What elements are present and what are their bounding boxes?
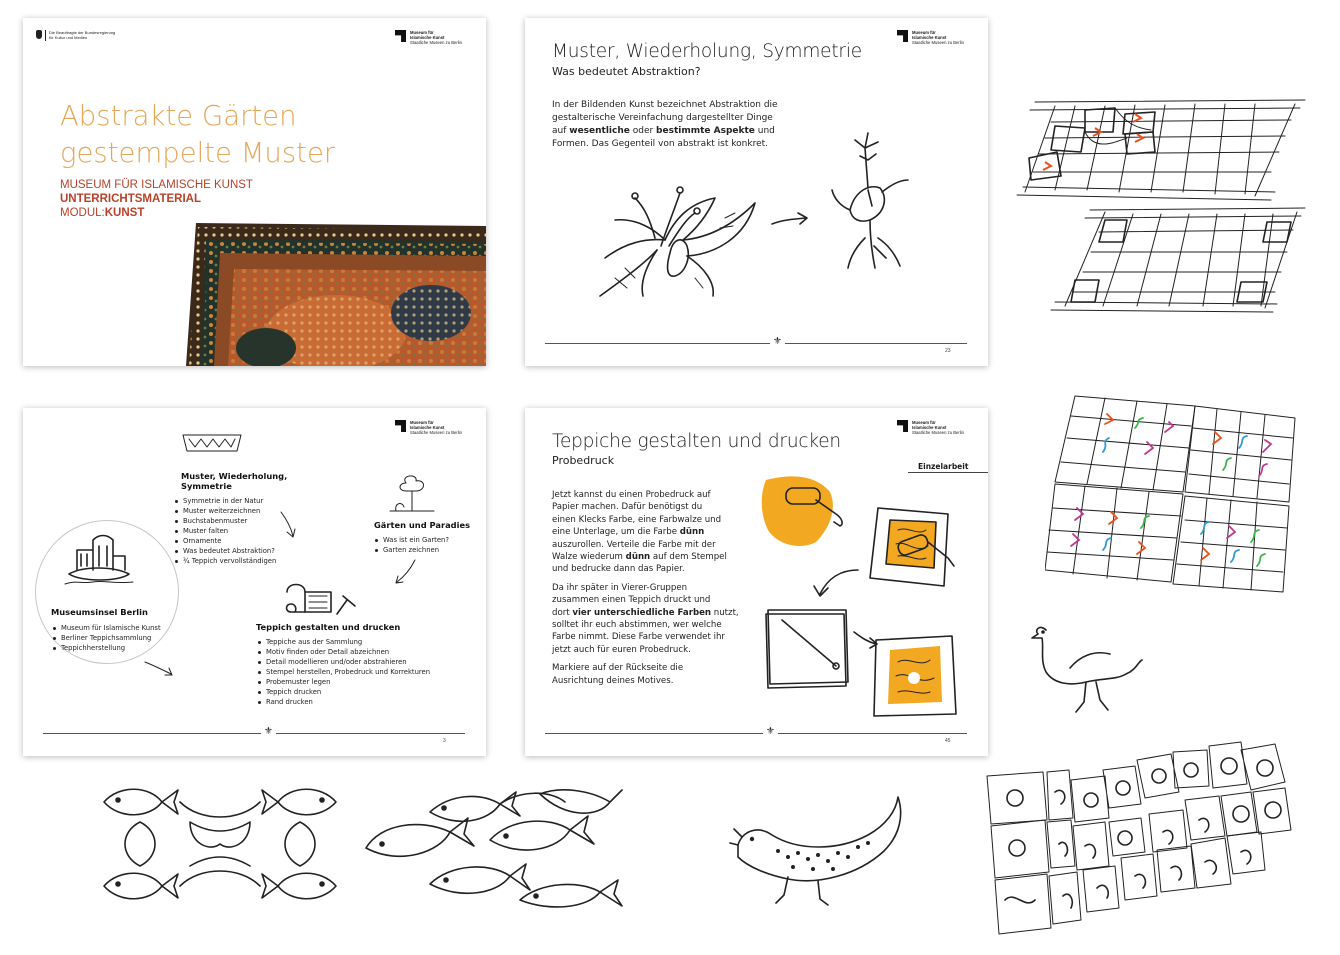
museum-logo: Museum für Islamische Kunst Staatliche Museen zu Berlin [395, 420, 462, 435]
cover-subtitle-line: MODUL:KUNST [60, 207, 145, 219]
cover-subtitle-line: UNTERRICHTSMATERIAL [60, 193, 201, 205]
list-item: Garten zeichnen [383, 545, 449, 555]
arrow-icon [814, 570, 858, 596]
body-text: In der Bildenden Kunst bezeichnet Abstraktion die gestalterische Vereinfachung dargestellter Dinge auf wesentliche oder bestimmte Aspekte und Formen. Das Gegenteil von abstrakt ist konkret. [552, 100, 778, 149]
cover-title-line: Abstrakte Gärten [60, 100, 297, 132]
fish-shoal-pattern [360, 788, 625, 913]
list-item: Detail modellieren und/oder abstrahieren [266, 657, 430, 667]
flow-arrows [23, 408, 486, 756]
list-item: Rand drucken [266, 697, 430, 707]
cover-subtitle-line: MUSEUM FÜR ISLAMISCHE KUNST [60, 179, 253, 191]
module-title: Muster, Wiederholung, Symmetrie [181, 471, 288, 491]
fish-mirror-pattern [100, 782, 340, 907]
list-item: Probemuster legen [266, 677, 430, 687]
work-mode-tag: Einzelarbeit [918, 462, 969, 471]
arrow-icon [281, 512, 295, 537]
cover-title-line: gestempelte Muster [60, 137, 336, 169]
gov-logo [36, 30, 115, 41]
footer-ornament-icon: ⚜ [770, 337, 785, 347]
list-item: Berliner Teppichsammlung [61, 633, 161, 643]
museum-logo-icon [897, 420, 908, 432]
list-item: Was bedeutet Abstraktion? [183, 547, 275, 555]
cover-subtitle [60, 178, 253, 220]
colored-stamps-grid-sketch [1045, 392, 1305, 607]
list-item: Teppich drucken [266, 687, 430, 697]
eagle-icon [36, 30, 42, 39]
module-title: Gärten und Paradies [374, 520, 471, 530]
museum-logo: Museum für Islamische Kunst Staatliche Museen zu Berlin [395, 30, 462, 45]
module-title: Teppich gestalten und drucken [256, 622, 401, 632]
gov-logo-line: für Kultur und Medien [49, 35, 88, 40]
list-item: Stempel herstellen, Probedruck und Korrekturen [266, 668, 431, 676]
module-title: Museumsinsel Berlin [51, 607, 148, 617]
list-item: Was ist ein Garten? [383, 536, 449, 544]
list-item: Muster weiterzeichnen [183, 506, 276, 516]
museum-logo-icon [897, 30, 908, 42]
page-number: 3 [443, 738, 446, 744]
footer-ornament-icon: ⚜ [261, 727, 276, 737]
list-item: Symmetrie in der Natur [183, 496, 276, 506]
gov-logo-line: Die Beauftragte der Bundesregierung [49, 30, 116, 35]
ostrich-stamp-drawing [1030, 620, 1145, 715]
page-subtitle: Probedruck [552, 454, 615, 467]
page-title: Teppiche gestalten und drucken [552, 431, 841, 452]
list-item: Buchstabenmuster [183, 516, 276, 526]
list-item: Muster falten [183, 526, 276, 536]
stamp-tiles-sketch [985, 740, 1295, 940]
slide-printing [525, 408, 988, 756]
lily-drawing [595, 158, 760, 298]
list-item: Ornamente [183, 536, 276, 546]
page-title: Muster, Wiederholung, Symmetrie [552, 41, 862, 62]
arrow-icon [854, 632, 877, 648]
slide-overview [23, 408, 486, 756]
body-text: Jetzt kannst du einen Probedruck auf Papier machen. Dafür benötigst du einen Klecks Farbe, eine Farbwalze und eine Unterlage, um die Farbe dünn auszurollen. Verteile die Farbe mit der Walze wiederum dünn auf dem Stempel und bedrucke dann das Papier. Da ihr später in Vierer-Gruppen zusammen einen Teppich druckt und dort vier unterschiedliche Farben nutzt, solltet ihr euch abstimmen, wer welche Farbe nimmt. Diese Farbe verwendet ihr jetzt auch für euren Probedruck. Markiere auf der Rückseite die Ausrichtung deines Motives. [552, 490, 739, 686]
footer-line [545, 733, 967, 734]
footer-line [43, 733, 465, 734]
museum-logo: Museum für Islamische Kunst Staatliche Museen zu Berlin [897, 420, 964, 435]
print-result-icon [874, 636, 956, 716]
slide-abstraction [525, 18, 988, 366]
stamp-board-icon [870, 508, 954, 586]
printing-steps-illustration [758, 470, 978, 720]
museum-logo: Museum für Islamische Kunst Staatliche Museen zu Berlin [897, 30, 964, 45]
footer-line [545, 343, 967, 344]
page-subtitle: Was bedeutet Abstraktion? [552, 65, 701, 78]
slide-cover [23, 18, 486, 366]
list-item: ¾ Teppich vervollständigen [183, 557, 277, 565]
lizard-drawing [728, 795, 908, 910]
cover-title [60, 98, 335, 172]
list-item: Teppiche aus der Sammlung [266, 637, 430, 647]
list-item: Motiv finden oder Detail abzeichnen [266, 647, 430, 657]
footer-ornament-icon: ⚜ [763, 727, 778, 737]
stamp-grid-sketch [1015, 92, 1315, 322]
paper-stack-icon [766, 610, 848, 688]
page-number: 45 [945, 738, 951, 744]
arrow-icon [396, 560, 415, 583]
abstract-flower-drawing [830, 128, 920, 273]
museum-logo-icon [395, 30, 406, 42]
carpet-image [186, 223, 486, 366]
page-number: 23 [945, 348, 951, 354]
arrow-icon [145, 662, 172, 675]
list-item: Teppichherstellung [61, 643, 161, 653]
list-item: Museum für Islamische Kunst [61, 624, 161, 632]
arrow-right-icon [770, 210, 810, 230]
